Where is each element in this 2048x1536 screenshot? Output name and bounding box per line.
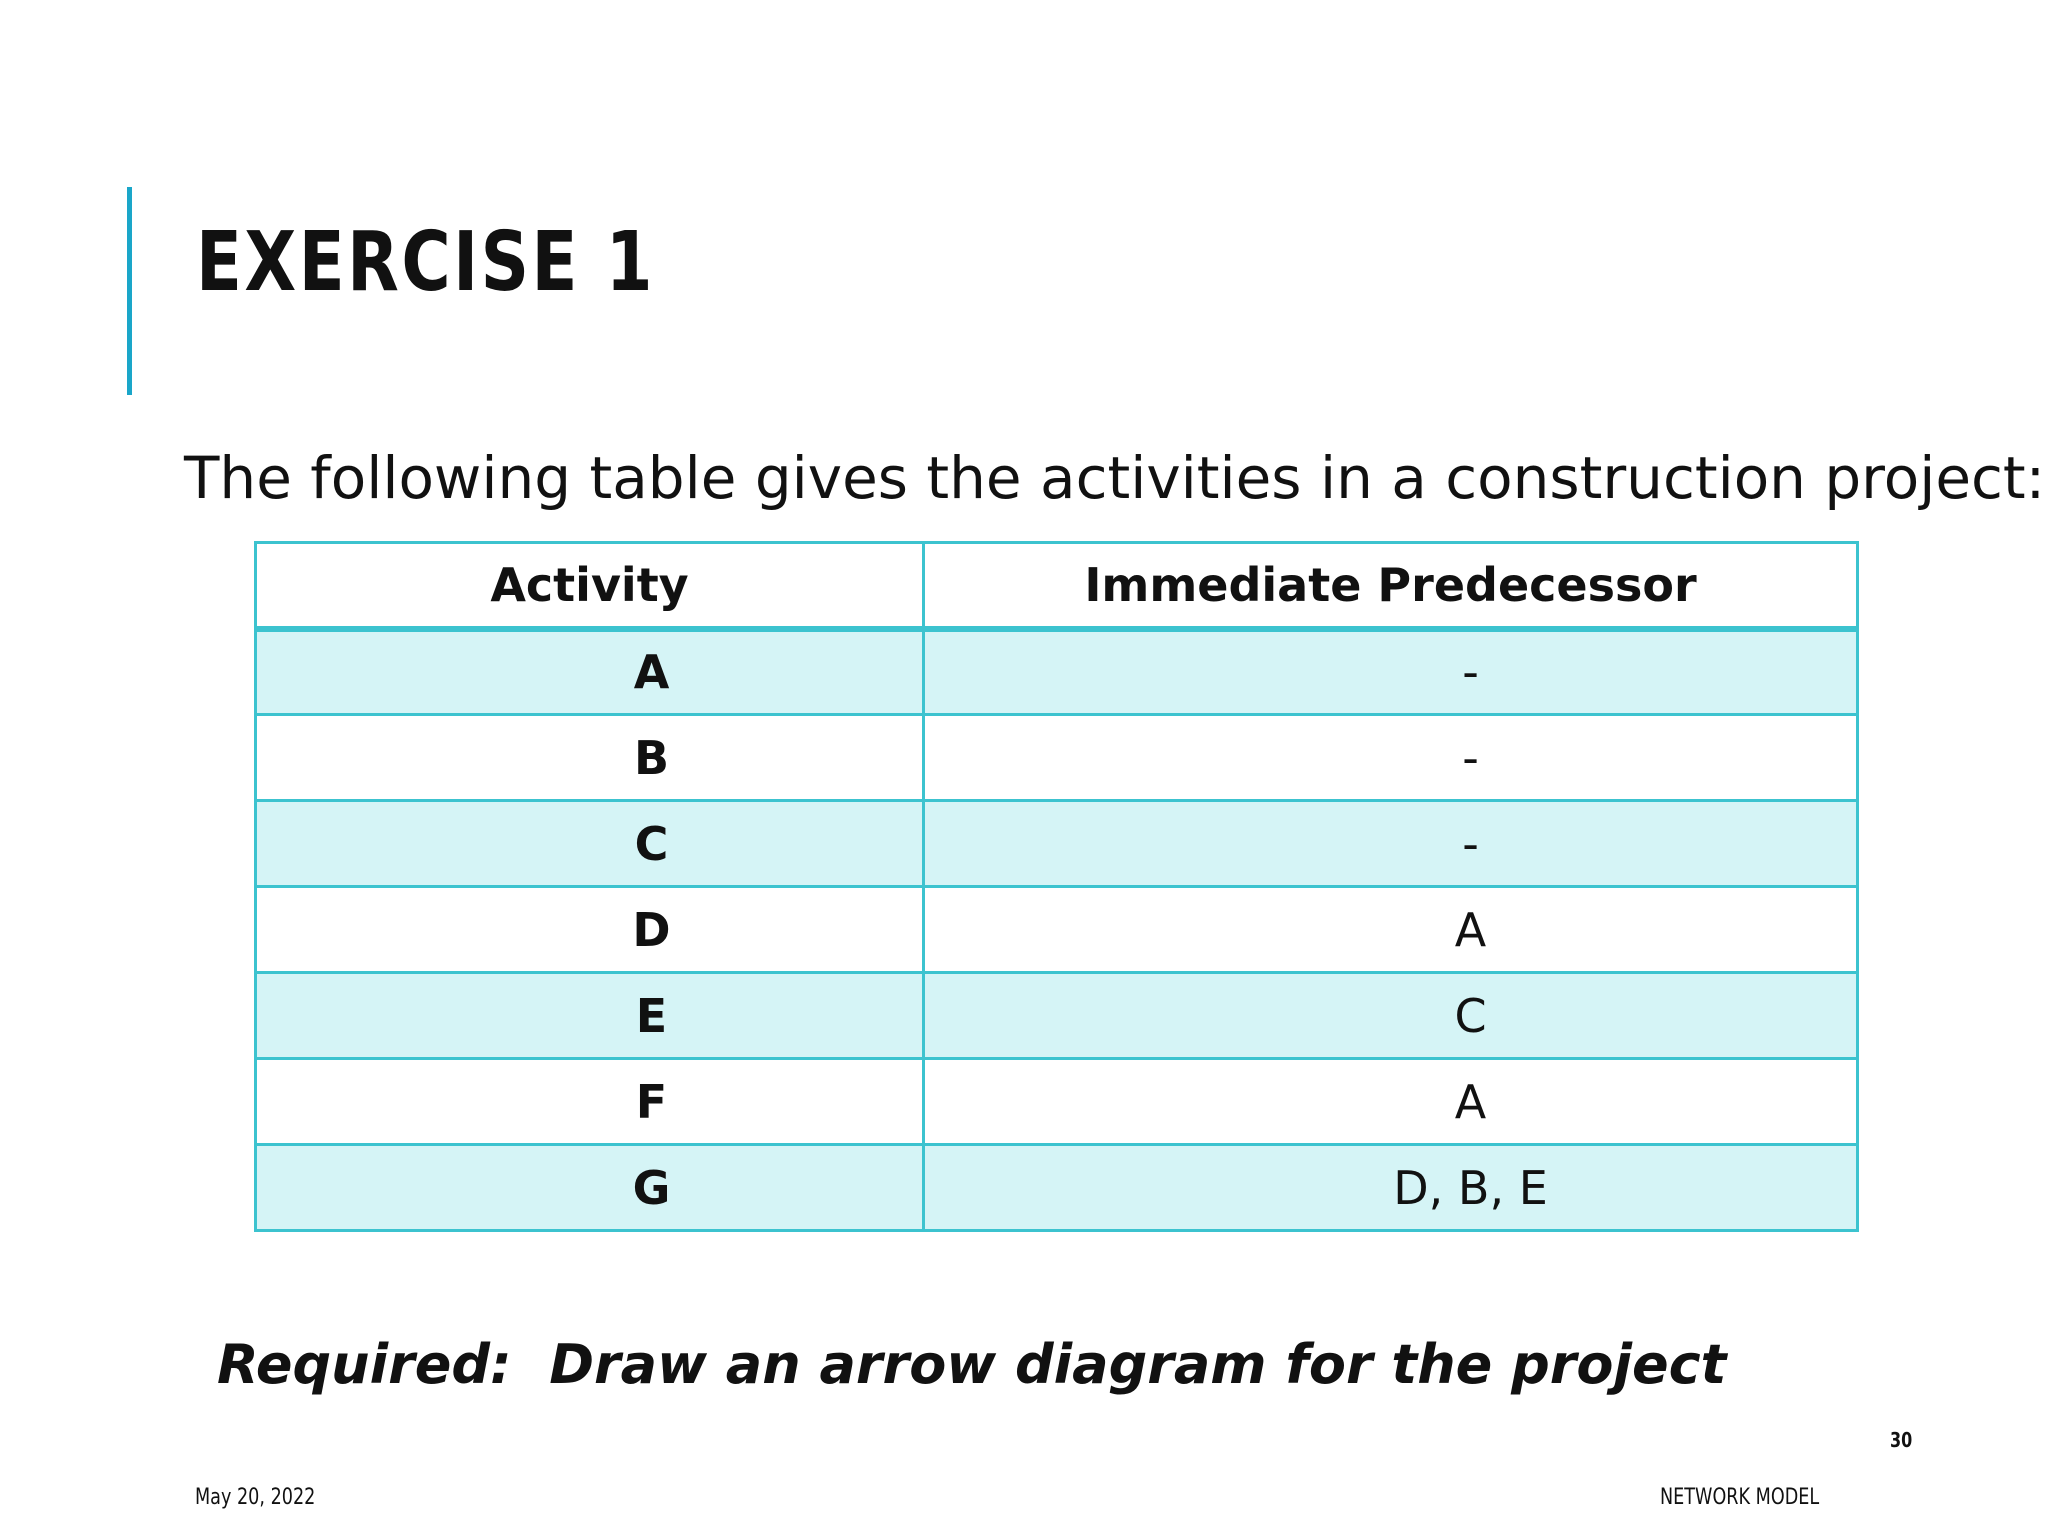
predecessor-cell: D, B, E (924, 1145, 1858, 1231)
activity-cell: B (256, 715, 924, 801)
activity-cell: G (256, 1145, 924, 1231)
activity-table (254, 541, 1859, 1232)
predecessor-cell: - (924, 801, 1858, 887)
predecessor-cell: A (924, 887, 1858, 973)
table-row (256, 1145, 1858, 1231)
table-row (256, 629, 1858, 715)
required-instruction: Required: Draw an arrow diagram for the project (217, 1333, 1727, 1396)
activity-cell: A (256, 629, 924, 715)
column-header-predecessor: Immediate Predecessor (924, 543, 1858, 629)
title-accent-bar (127, 187, 132, 395)
predecessor-cell: - (924, 715, 1858, 801)
page-number: 30 (1890, 1428, 1913, 1452)
activity-cell: F (256, 1059, 924, 1145)
activity-cell: D (256, 887, 924, 973)
predecessor-cell: C (924, 973, 1858, 1059)
slide-title: EXERCISE 1 (196, 215, 656, 310)
footer-section-title: NETWORK MODEL (1660, 1485, 1820, 1510)
predecessor-cell: A (924, 1059, 1858, 1145)
activity-cell: C (256, 801, 924, 887)
footer-date: May 20, 2022 (195, 1485, 316, 1510)
table-row (256, 887, 1858, 973)
table-row (256, 1059, 1858, 1145)
table-row (256, 715, 1858, 801)
predecessor-cell: - (924, 629, 1858, 715)
table-header-row (256, 543, 1858, 629)
table-row (256, 801, 1858, 887)
table-row (256, 973, 1858, 1059)
intro-text: The following table gives the activities in a construction project: (184, 444, 2046, 512)
column-header-activity: Activity (256, 543, 924, 629)
activity-cell: E (256, 973, 924, 1059)
